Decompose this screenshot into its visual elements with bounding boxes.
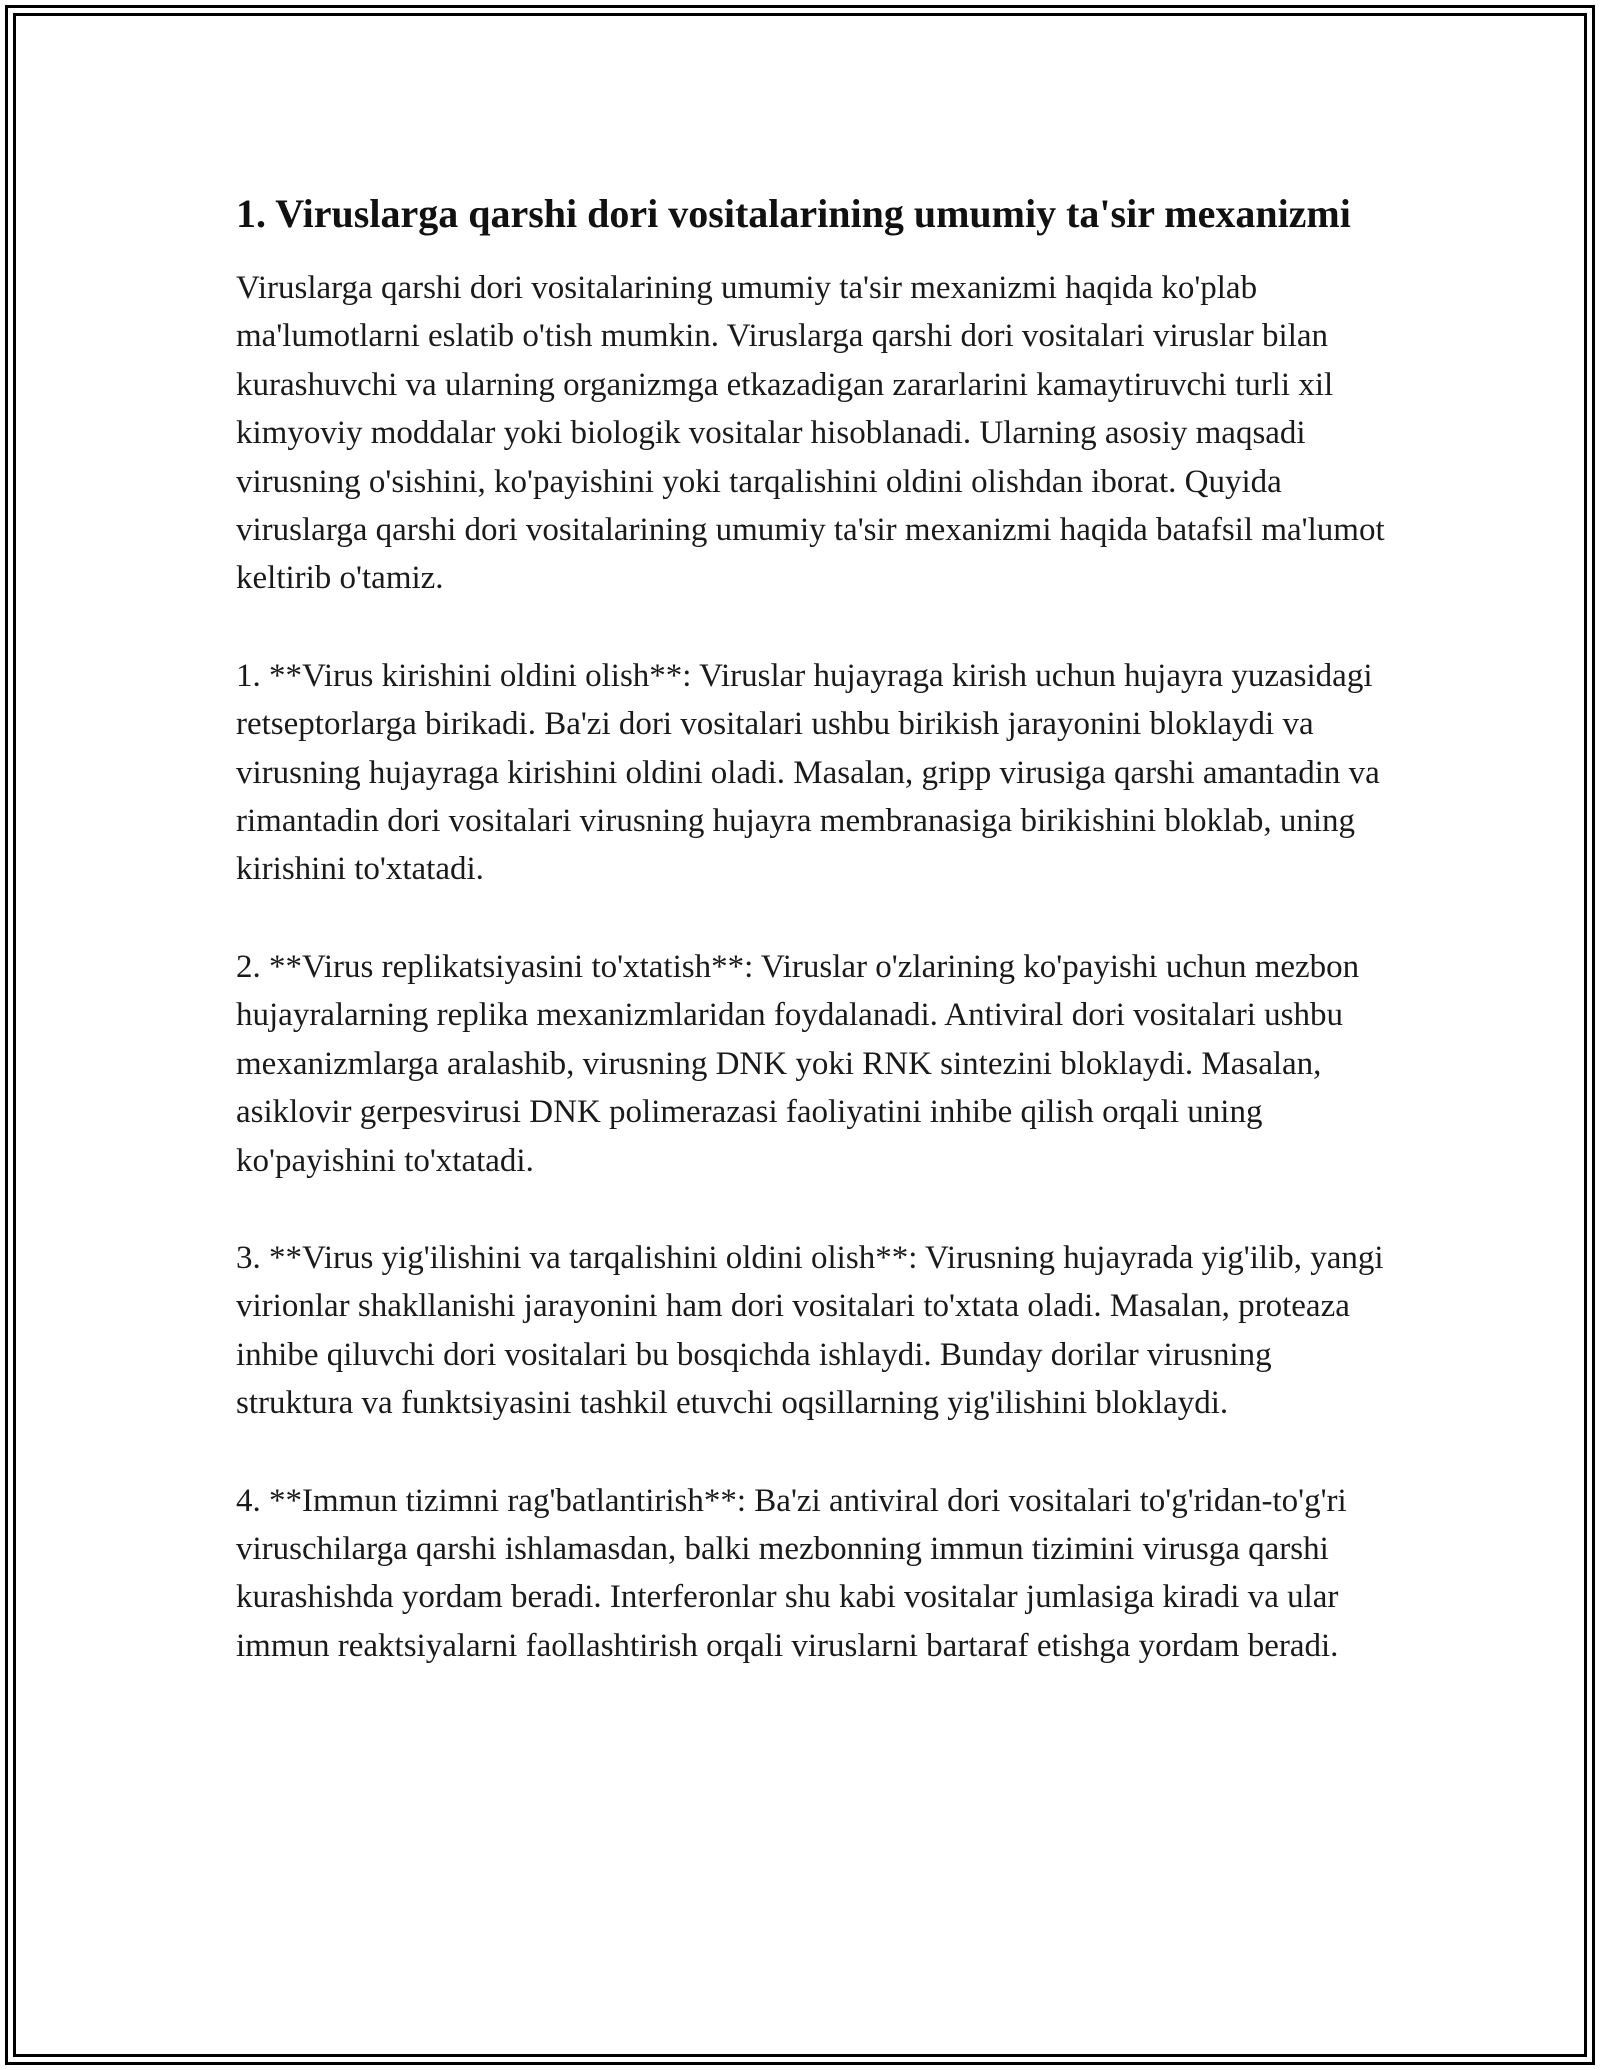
document-body [236, 186, 1386, 1670]
paragraph-immune-stimulation: 4. **Immun tizimni rag'batlantirish**: Ba'zi antiviral dori vositalari to'g'ridan-to'g'ri viruschilarga qarshi ishlamasdan, balki mezbonning immun tizimini virusga qarshi kurashishda yordam beradi. Interferonlar shu kabi vositalar jumlasiga kiradi va ular immun reaktsiyalarni faollashtirish orqali viruslarni bartaraf etishga yordam beradi. [236, 1482, 1347, 1664]
paragraph-virus-entry: 1. **Virus kirishini oldini olish**: Viruslar hujayraga kirish uchun hujayra yuzasidagi retseptorlarga birikadi. Ba'zi dori vositalari ushbu birikish jarayonini bloklaydi va virusning hujayraga kirishini oldini oladi. Masalan, gripp virusiga qarshi amantadin va rimantadin dori vositalari virusning hujayra membranasiga birikishini bloklab, uning kirishini to'xtatadi. [236, 657, 1380, 888]
intro-paragraph: Viruslarga qarshi dori vositalarining umumiy ta'sir mexanizmi haqida ko'plab ma'lumotlarni eslatib o'tish mumkin. Viruslarga qarshi dori vositalari viruslar bilan kurashuvchi va ularning organizmga etkazadigan zararlarini kamaytiruvchi turli xil kimyoviy moddalar yoki biologik vositalar hisoblanadi. Ularning asosiy maqsadi virusning o'sishini, ko'payishini yoki tarqalishini oldini olishdan iborat. Quyida viruslarga qarshi dori vositalarining umumiy ta'sir mexanizmi haqida batafsil ma'lumot keltirib o'tamiz. [236, 270, 1385, 597]
paragraph-virus-assembly: 3. **Virus yig'ilishini va tarqalishini oldini olish**: Virusning hujayrada yig'ilib, yangi virionlar shakllanishi jarayonini ham dori vositalari to'xtata oladi. Masalan, proteaza inhibe qiluvchi dori vositalari bu bosqichda ishlaydi. Bunday dorilar virusning struktura va funktsiyasini tashkil etuvchi oqsillarning yig'ilishini bloklaydi. [236, 1239, 1384, 1422]
paragraph-virus-replication: 2. **Virus replikatsiyasini to'xtatish**: Viruslar o'zlarining ko'payishi uchun mezbon hujayralarning replika mexanizmlaridan foydalanadi. Antiviral dori vositalari ushbu mexanizmlarga aralashib, virusning DNK yoki RNK sintezini bloklaydi. Masalan, asiklovir gerpesvirusi DNK polimerazasi faoliyatini inhibe qilish orqali uning ko'payishini to'xtatadi. [236, 948, 1360, 1179]
section-heading: 1. Viruslarga qarshi dori vositalarining umumiy ta'sir mexanizmi [236, 191, 1351, 236]
